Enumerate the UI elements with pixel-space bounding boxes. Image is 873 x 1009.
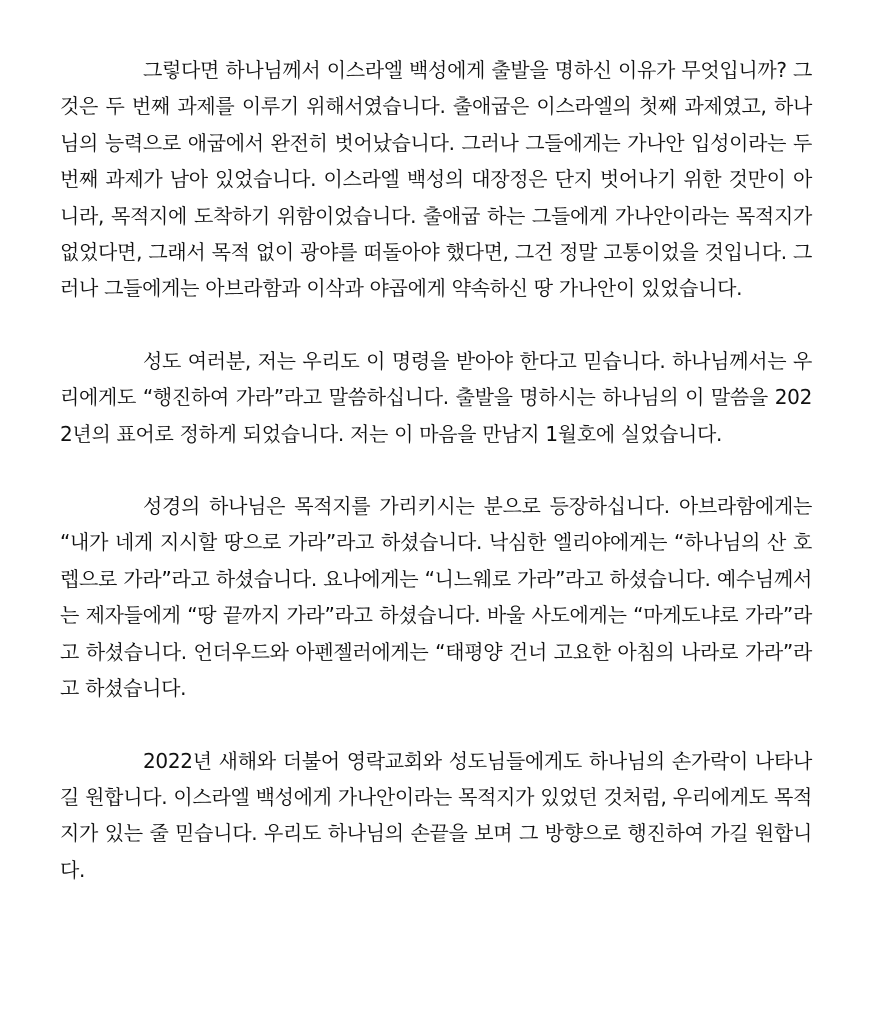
- paragraph-3: 성경의 하나님은 목적지를 가리키시는 분으로 등장하십니다. 아브라함에게는 “내가 네게 지시할 땅으로 가라”라고 하셨습니다. 낙심한 엘리야에게는 “하나님의 산 호렙으로 가라”라고 하셨습니다. 요나에게는 “니느웨로 가라”라고 하셨습니다. 예수님께서는 제자들에게 “땅 끝까지 가라”라고 하셨습니다. 바울 사도에게는 “마게도냐로 가라”라고 하셨습니다. 언더우드와 아펜젤러에게는 “태평양 건너 고요한 아침의 나라로 가라”라고 하셨습니다.: [60, 494, 812, 701]
- document-body: [60, 52, 812, 888]
- paragraph-4: 2022년 새해와 더불어 영락교회와 성도님들에게도 하나님의 손가락이 나타나길 원합니다. 이스라엘 백성에게 가나안이라는 목적지가 있었던 것처럼, 우리에게도 목적지가 있는 줄 믿습니다. 우리도 하나님의 손끝을 보며 그 방향으로 행진하여 가길 원합니다.: [60, 748, 812, 882]
- paragraph-1: 그렇다면 하나님께서 이스라엘 백성에게 출발을 명하신 이유가 무엇입니까? 그것은 두 번째 과제를 이루기 위해서였습니다. 출애굽은 이스라엘의 첫째 과제였고, 하나님의 능력으로 애굽에서 완전히 벗어났습니다. 그러나 그들에게는 가나안 입성이라는 두 번째 과제가 남아 있었습니다. 이스라엘 백성의 대장정은 단지 벗어나기 위한 것만이 아니라, 목적지에 도착하기 위함이었습니다. 출애굽 하는 그들에게 가나안이라는 목적지가 없었다면, 그래서 목적 없이 광야를 떠돌아야 했다면, 그건 정말 고통이었을 것입니다. 그러나 그들에게는 아브라함과 이삭과 야곱에게 약속하신 땅 가나안이 있었습니다.: [60, 58, 812, 301]
- paragraph-2: 성도 여러분, 저는 우리도 이 명령을 받아야 한다고 믿습니다. 하나님께서는 우리에게도 “행진하여 가라”라고 말씀하십니다. 출발을 명하시는 하나님의 이 말씀을 2022년의 표어로 정하게 되었습니다. 저는 이 마음을 만남지 1월호에 실었습니다.: [60, 348, 812, 446]
